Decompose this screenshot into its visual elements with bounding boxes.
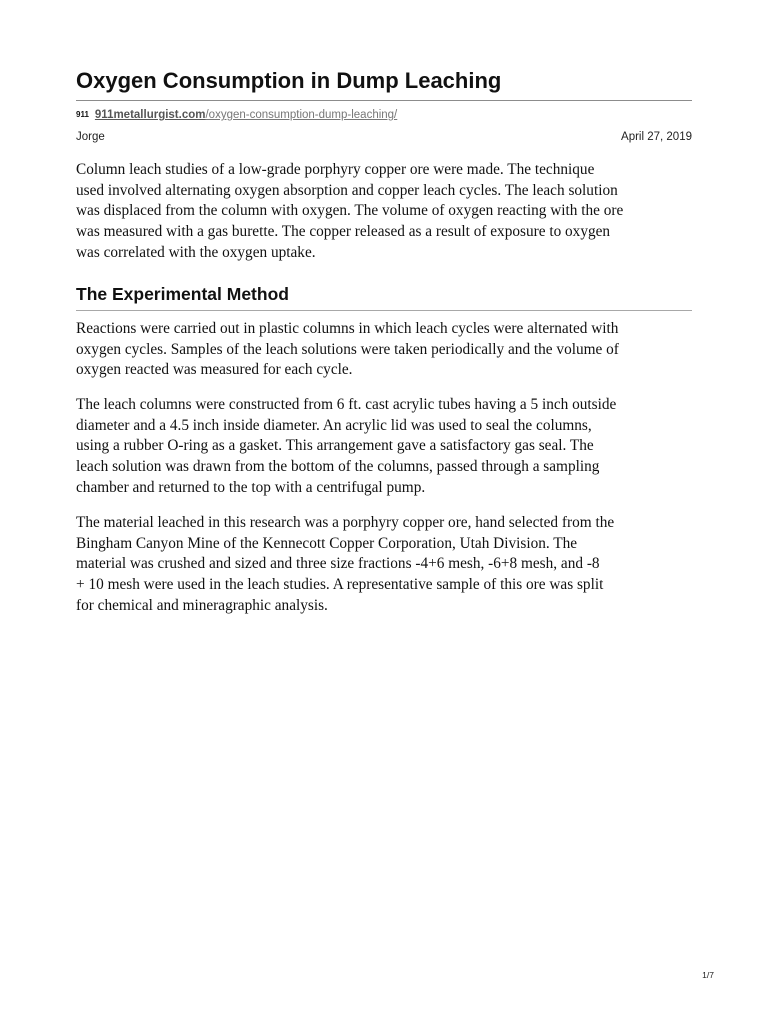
text-line: The leach columns were constructed from 6 ft. cast acrylic tubes having a 5 inch outside [76,396,617,413]
text-line: using a rubber O-ring as a gasket. This arrangement gave a satisfactory gas seal. The [76,437,594,455]
page-number: 1/7 [702,970,714,980]
text-line: material was crushed and sized and three size fractions -4+6 mesh, -6+8 mesh, and -8 [76,555,600,573]
text-line: oxygen reacted was measured for each cycle. [76,361,353,379]
text-line: was displaced from the column with oxygen. The volume of oxygen reacting with the ore [76,202,624,220]
title-divider [76,100,692,101]
source-link[interactable] [95,109,397,121]
method-paragraph-3 [76,513,692,617]
source-domain[interactable]: 911metallurgist.com [94,109,206,121]
text-line: Column leach studies of a low-grade porphyry copper ore were made. The technique [76,161,595,178]
author-name: Jorge [76,131,105,143]
method-paragraph-1 [76,319,692,381]
text-line: + 10 mesh were used in the leach studies. A representative sample of this ore was split [76,576,604,594]
article-title: Oxygen Consumption in Dump Leaching [76,68,502,93]
site-logo: 911 [76,110,89,119]
text-line: oxygen cycles. Samples of the leach solutions were taken periodically and the volume of [76,340,619,358]
text-line: was measured with a gas burette. The copper released as a result of exposure to oxygen [76,223,611,241]
text-line: Reactions were carried out in plastic columns in which leach cycles were alternated with [76,320,619,337]
text-line: for chemical and mineragraphic analysis. [76,596,328,614]
text-line: Bingham Canyon Mine of the Kennecott Copper Corporation, Utah Division. The [76,534,578,552]
publish-date: April 27, 2019 [621,131,692,143]
text-line: used involved alternating oxygen absorption and copper leach cycles. The leach solution [76,181,618,199]
text-line: was correlated with the oxygen uptake. [76,243,316,261]
text-line: leach solution was drawn from the bottom of the columns, passed through a sampling [76,458,600,476]
text-line: chamber and returned to the top with a centrifugal pump. [76,478,426,496]
section-divider [76,310,692,311]
text-line: The material leached in this research was a porphyry copper ore, hand selected from the [76,514,615,531]
source-path[interactable]: /oxygen-consumption-dump-leaching/ [205,109,398,121]
intro-paragraph [76,160,692,264]
section-heading: The Experimental Method [76,284,289,304]
text-line: diameter and a 4.5 inch inside diameter. An acrylic lid was used to seal the columns, [76,416,592,434]
method-paragraph-2 [76,395,692,499]
source-line [76,108,397,122]
